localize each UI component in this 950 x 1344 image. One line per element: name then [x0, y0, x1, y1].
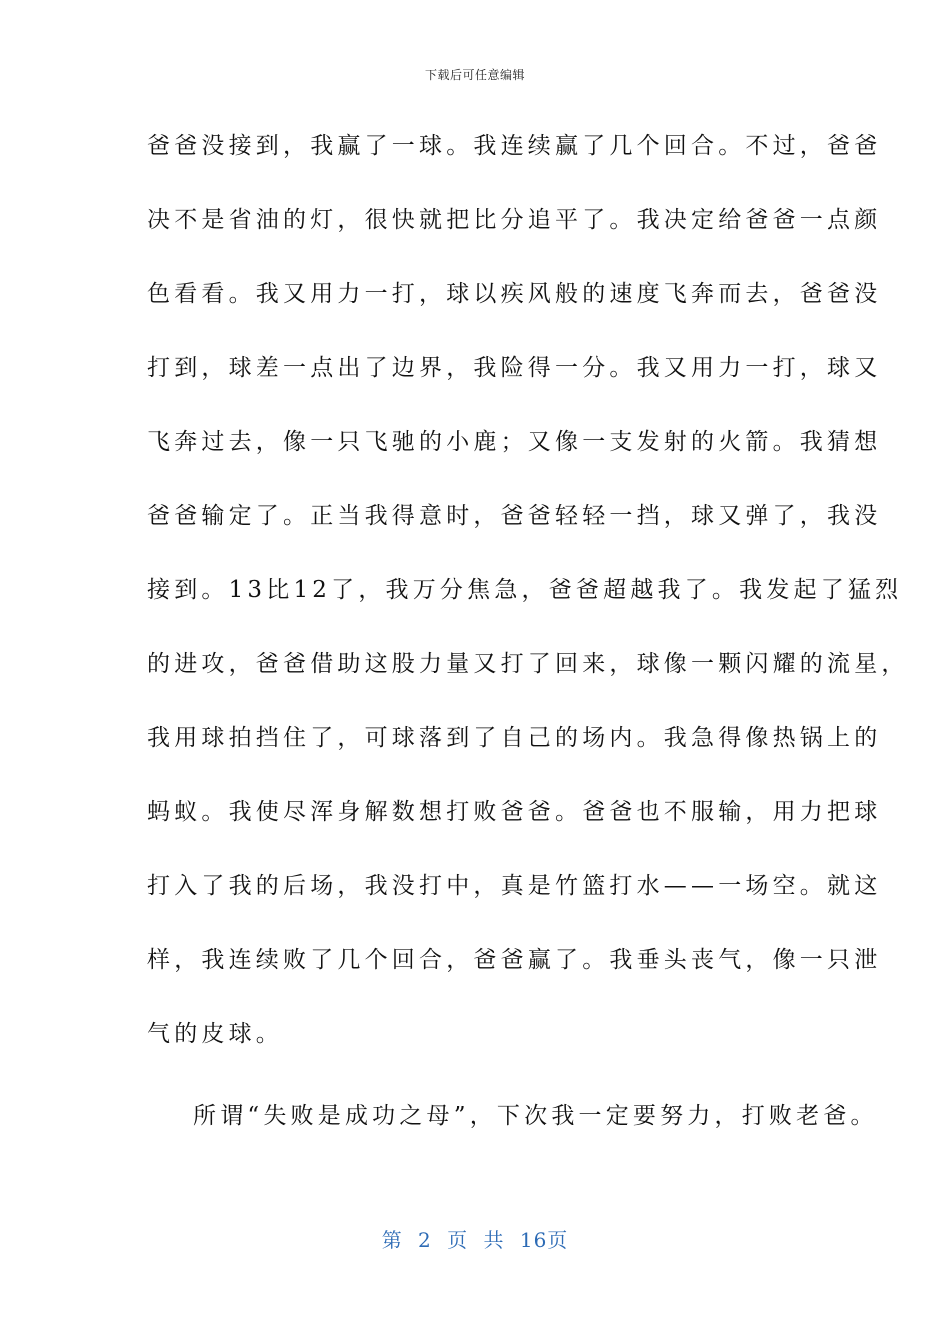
body-line-8: 的进攻，爸爸借助这股力量又打了回来，球像一颗闪耀的流星， — [147, 651, 909, 677]
body-line-9: 我用球拍挡住了，可球落到了自己的场内。我急得像热锅上的 — [147, 725, 882, 751]
body-line-3: 色看看。我又用力一打，球以疾风般的速度飞奔而去，爸爸没 — [147, 281, 882, 307]
body-line-12: 样，我连续败了几个回合，爸爸赢了。我垂头丧气，像一只泄 — [147, 947, 882, 973]
footer-prefix: 第 — [381, 1228, 403, 1252]
footer-page-word: 页 — [447, 1228, 469, 1252]
body-line-5: 飞奔过去，像一只飞驰的小鹿；又像一支发射的火箭。我猜想 — [147, 429, 882, 455]
body-line-10: 蚂蚁。我使尽浑身解数想打败爸爸。爸爸也不服输，用力把球 — [147, 799, 882, 825]
footer-page-number: 2 — [418, 1228, 432, 1252]
body-line-11: 打入了我的后场，我没打中，真是竹篮打水——一场空。就这 — [147, 873, 882, 899]
body-line-4: 打到，球差一点出了边界，我险得一分。我又用力一打，球又 — [147, 355, 882, 381]
footer-total-pages: 16页 — [519, 1228, 569, 1252]
body-paragraph-2: 所谓“失败是成功之母”，下次我一定要努力，打败老爸。 — [193, 1103, 878, 1129]
body-line-6: 爸爸输定了。正当我得意时，爸爸轻轻一挡，球又弹了，我没 — [147, 503, 882, 529]
body-line-13: 气的皮球。 — [147, 1021, 283, 1047]
body-line-2: 决不是省油的灯，很快就把比分追平了。我决定给爸爸一点颜 — [147, 207, 882, 233]
page-footer — [0, 1224, 950, 1253]
header-note: 下载后可任意编辑 — [424, 68, 525, 82]
footer-total-word: 共 — [483, 1228, 505, 1252]
body-line-1: 爸爸没接到，我赢了一球。我连续赢了几个回合。不过，爸爸 — [147, 133, 882, 159]
body-line-7: 接到。13比12了，我万分焦急，爸爸超越我了。我发起了猛烈 — [147, 577, 903, 603]
